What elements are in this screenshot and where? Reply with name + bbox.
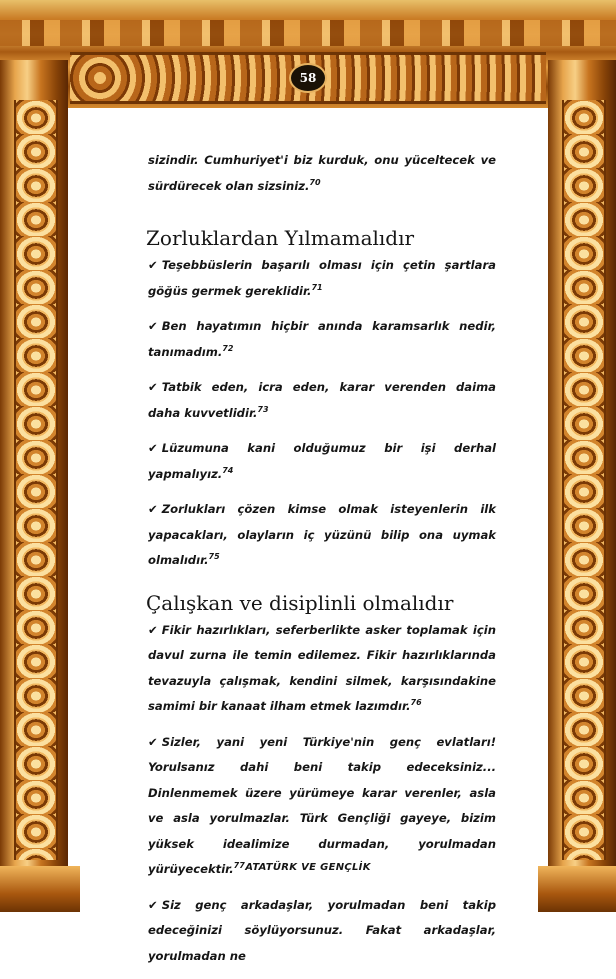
- quote-item: [148, 436, 496, 487]
- quote-item: [148, 618, 496, 720]
- footnote-ref: 74: [222, 465, 234, 475]
- footnote-ref: 76: [410, 698, 422, 708]
- page-content: [148, 148, 496, 979]
- footnote-ref: 71: [311, 282, 323, 292]
- quote-text: Sizler, yani yeni Türkiye'nin genç evlatları! Yorulsanız dahi beni takip edeceksiniz... Dinlenmemek üzere yürümeye karar verenler, asla ve asla yorulmazlar. Türk Gençliği gayeye, bizim yüksek idealimize durmadan, yorulmadan yürüyecektir.: [148, 734, 496, 876]
- check-icon: ✔: [148, 258, 158, 272]
- quote-text: Zorlukları çözen kimse olmak isteyenlerin ilk yapacakları, olayların iç yüzünü bilip ona uymak olmalıdır.: [148, 502, 496, 567]
- right-pillar-ornament: [562, 100, 606, 860]
- footnote-ref: 77: [233, 861, 245, 871]
- check-icon: ✔: [148, 622, 158, 637]
- beam-carving: [0, 20, 616, 46]
- footnote-ref: 75: [208, 552, 220, 562]
- quote-item: [148, 497, 496, 574]
- left-pillar: [0, 60, 68, 912]
- quote-text: Lüzumuna kani olduğumuz bir işi derhal yapmalıyız.: [148, 441, 496, 481]
- quote-text: Siz genç arkadaşlar, yorulmadan beni takip edeceğinizi söylüyorsunuz. Fakat arkadaşlar, yorulmadan ne: [148, 897, 496, 963]
- intro-text: sizindir. Cumhuriyet'i biz kurduk, onu yüceltecek ve sürdürecek olan sizsiniz.: [148, 153, 496, 193]
- section-heading-2: Çalışkan ve disiplinli olmalıdır: [146, 590, 454, 615]
- quote-item: [148, 893, 496, 970]
- quote-text: Fikir hazırlıkları, seferberlikte asker toplamak için davul zurna ile temin edilemez. Fikir hazırlıklarında tevazuyla çalışmak, kendini silmek, karşısındakine samimi bir kanaat ilham etmek lazımdır.: [148, 622, 496, 713]
- quote-text: Tatbik eden, icra eden, karar verenden daima daha kuvvetlidir.: [148, 380, 496, 420]
- right-pillar: [548, 60, 616, 912]
- check-icon: ✔: [148, 319, 158, 333]
- check-icon: ✔: [148, 502, 158, 516]
- quote-item: [148, 253, 496, 304]
- left-pillar-ornament: [14, 100, 58, 860]
- section-heading-1: Zorluklardan Yılmamalıdır: [146, 226, 415, 250]
- quote-item: [148, 375, 496, 426]
- check-icon: ✔: [148, 380, 158, 394]
- page-number: 58: [289, 63, 327, 93]
- footnote-ref: 72: [222, 343, 234, 353]
- quote-item: [148, 730, 496, 883]
- quote-text: Ben hayatımın hiçbir anında karamsarlık nedir, tanımadım.: [148, 319, 496, 359]
- intro-paragraph: [148, 148, 496, 199]
- check-icon: ✔: [148, 441, 158, 455]
- running-footer: ATATÜRK VE GENÇLİK: [245, 862, 371, 873]
- quote-item: [148, 314, 496, 365]
- footnote-ref: 70: [309, 177, 321, 187]
- footnote-ref: 73: [257, 404, 269, 414]
- check-icon: ✔: [148, 734, 158, 749]
- check-icon: ✔: [148, 897, 158, 912]
- quote-text: Teşebbüslerin başarılı olması için çetin şartlara göğüs germek gereklidir.: [148, 258, 496, 298]
